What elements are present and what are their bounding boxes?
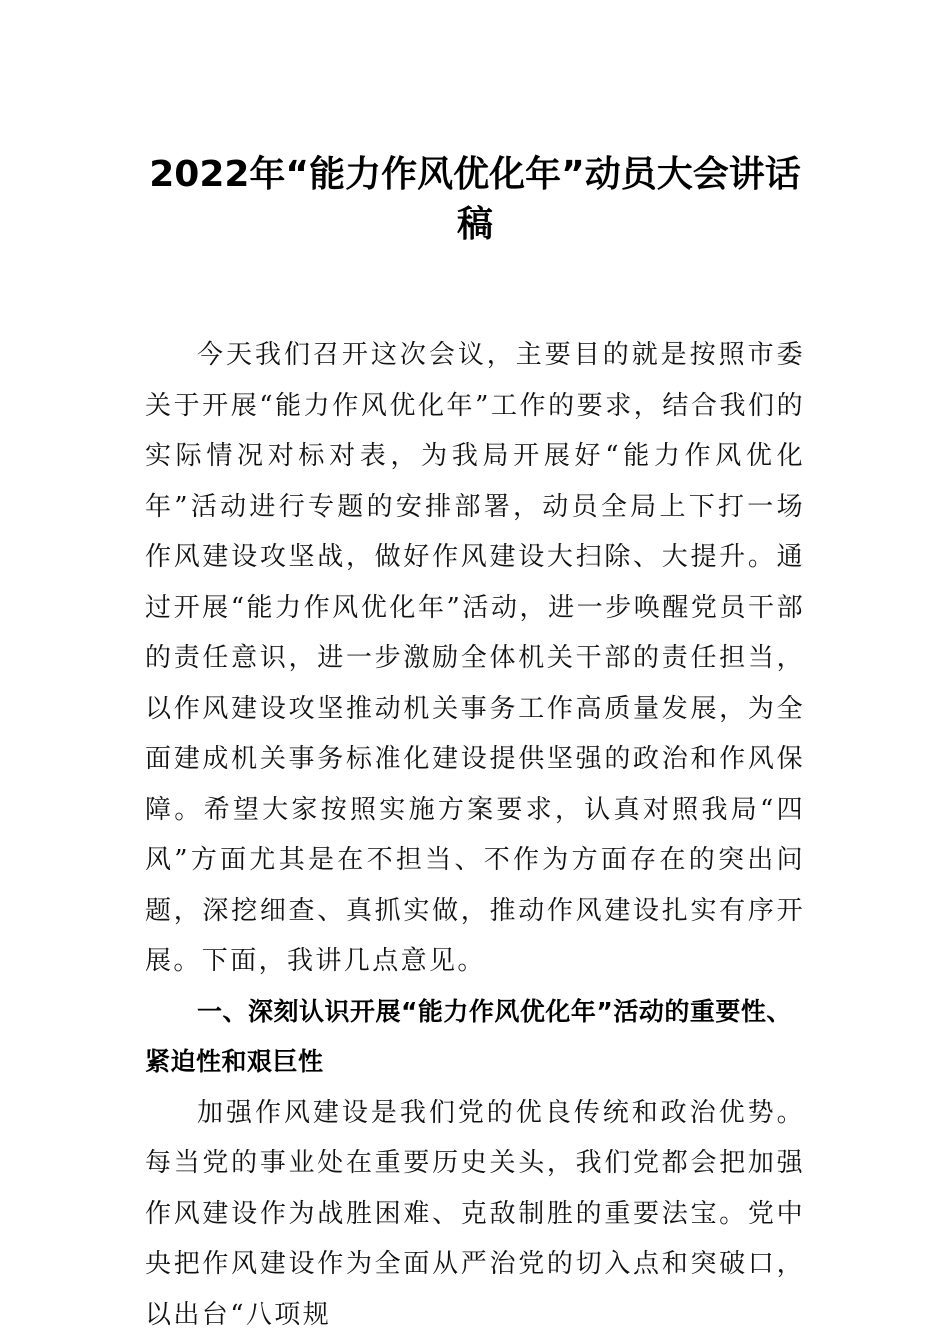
body-paragraph-1: 今天我们召开这次会议，主要目的就是按照市委关于开展“能力作风优化年”工作的要求，结合我们的实际情况对标对表，为我局开展好“能力作风优化年”活动进行专题的安排部署，动员全局上下打一场作风建设攻坚战，做好作风建设大扫除、大提升。通过开展“能力作风优化年”活动，进一步唤醒党员干部的责任意识，进一步激励全体机关干部的责任担当，以作风建设攻坚推动机关事务工作高质量发展，为全面建成机关事务标准化建设提供坚强的政治和作风保障。希望大家按照实施方案要求，认真对照我局“四风”方面尤其是在不担当、不作为方面存在的突出问题，深挖细查、真抓实做，推动作风建设扎实有序开展。下面，我讲几点意见。 (145, 340, 805, 976)
document-title: 2022年“能力作风优化年”动员大会讲话稿 (149, 154, 801, 245)
document-body (145, 330, 805, 1340)
section-heading-1: 一、深刻认识开展“能力作风优化年”活动的重要性、紧迫性和艰巨性 (145, 996, 792, 1076)
body-paragraph-2: 加强作风建设是我们党的优良传统和政治优势。每当党的事业处在重要历史关头，我们党都会把加强作风建设作为战胜困难、克敌制胜的重要法宝。党中央把作风建设作为全面从严治党的切入点和突破口，以出台“八项规 (145, 1097, 805, 1330)
